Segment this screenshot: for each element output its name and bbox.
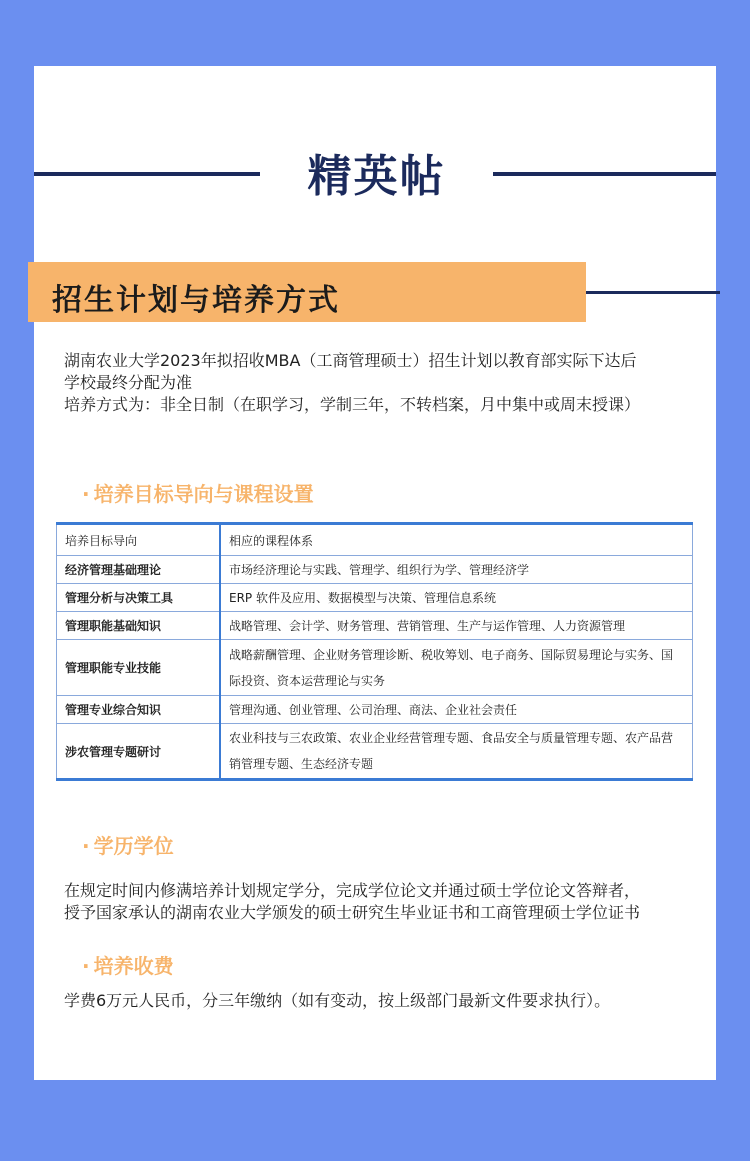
table-header-goal: 培养目标导向	[57, 524, 221, 556]
table-cell-courses: ERP 软件及应用、数据模型与决策、管理信息系统	[220, 584, 693, 612]
table-cell-courses: 管理沟通、创业管理、公司治理、商法、企业社会责任	[220, 696, 693, 724]
table-row	[57, 612, 693, 640]
intro-line-3: 培养方式为：非全日制（在职学习，学制三年，不转档案，月中集中或周末授课）	[64, 395, 641, 414]
section-divider	[586, 291, 720, 294]
goals-heading	[82, 478, 314, 507]
table-cell-courses: 农业科技与三农政策、农业企业经营管理专题、食品安全与质量管理专题、农产品营销管理专题、生态经济专题	[220, 724, 693, 780]
table-row	[57, 724, 693, 780]
table-cell-goal: 涉农管理专题研讨	[57, 724, 221, 780]
title-divider-left	[34, 172, 260, 176]
table-cell-goal: 经济管理基础理论	[57, 556, 221, 584]
table-cell-courses: 市场经济理论与实践、管理学、组织行为学、管理经济学	[220, 556, 693, 584]
table-row	[57, 556, 693, 584]
intro-line-2: 学校最终分配为准	[64, 373, 193, 392]
table-header-row	[57, 524, 693, 556]
bullet-dot-icon: ·	[82, 482, 90, 506]
table-row	[57, 696, 693, 724]
degree-line-2: 授予国家承认的湖南农业大学颁发的硕士研究生毕业证书和工商管理硕士学位证书	[64, 903, 641, 922]
table-cell-courses: 战略管理、会计学、财务管理、营销管理、生产与运作管理、人力资源管理	[220, 612, 693, 640]
page-title: 精英帖	[307, 151, 446, 202]
curriculum-table	[56, 522, 693, 781]
table-cell-goal: 管理分析与决策工具	[57, 584, 221, 612]
table-cell-courses: 战略薪酬管理、企业财务管理诊断、税收筹划、电子商务、国际贸易理论与实务、国际投资、资本运营理论与实务	[220, 640, 693, 696]
table-cell-goal: 管理专业综合知识	[57, 696, 221, 724]
table-row	[57, 640, 693, 696]
fee-text: 学费6万元人民币，分三年缴纳（如有变动，按上级部门最新文件要求执行）。	[64, 991, 611, 1010]
table-cell-goal: 管理职能专业技能	[57, 640, 221, 696]
table-header-courses: 相应的课程体系	[220, 524, 693, 556]
fee-heading-text: 培养收费	[93, 954, 174, 978]
intro-text	[64, 350, 640, 416]
bullet-dot-icon: ·	[82, 954, 90, 978]
degree-heading	[82, 830, 174, 859]
bullet-dot-icon: ·	[82, 834, 90, 858]
fee-heading	[82, 950, 174, 979]
degree-line-1: 在规定时间内修满培养计划规定学分，完成学位论文并通过硕士学位论文答辩者，	[64, 881, 641, 900]
degree-heading-text: 学历学位	[93, 834, 174, 858]
table-cell-goal: 管理职能基础知识	[57, 612, 221, 640]
degree-text	[64, 880, 640, 924]
section-title: 招生计划与培养方式	[52, 283, 340, 318]
table-row	[57, 584, 693, 612]
goals-heading-text: 培养目标导向与课程设置	[93, 482, 314, 506]
title-divider-right	[493, 172, 716, 176]
intro-line-1: 湖南农业大学2023年拟招收MBA（工商管理硕士）招生计划以教育部实际下达后	[64, 351, 637, 370]
